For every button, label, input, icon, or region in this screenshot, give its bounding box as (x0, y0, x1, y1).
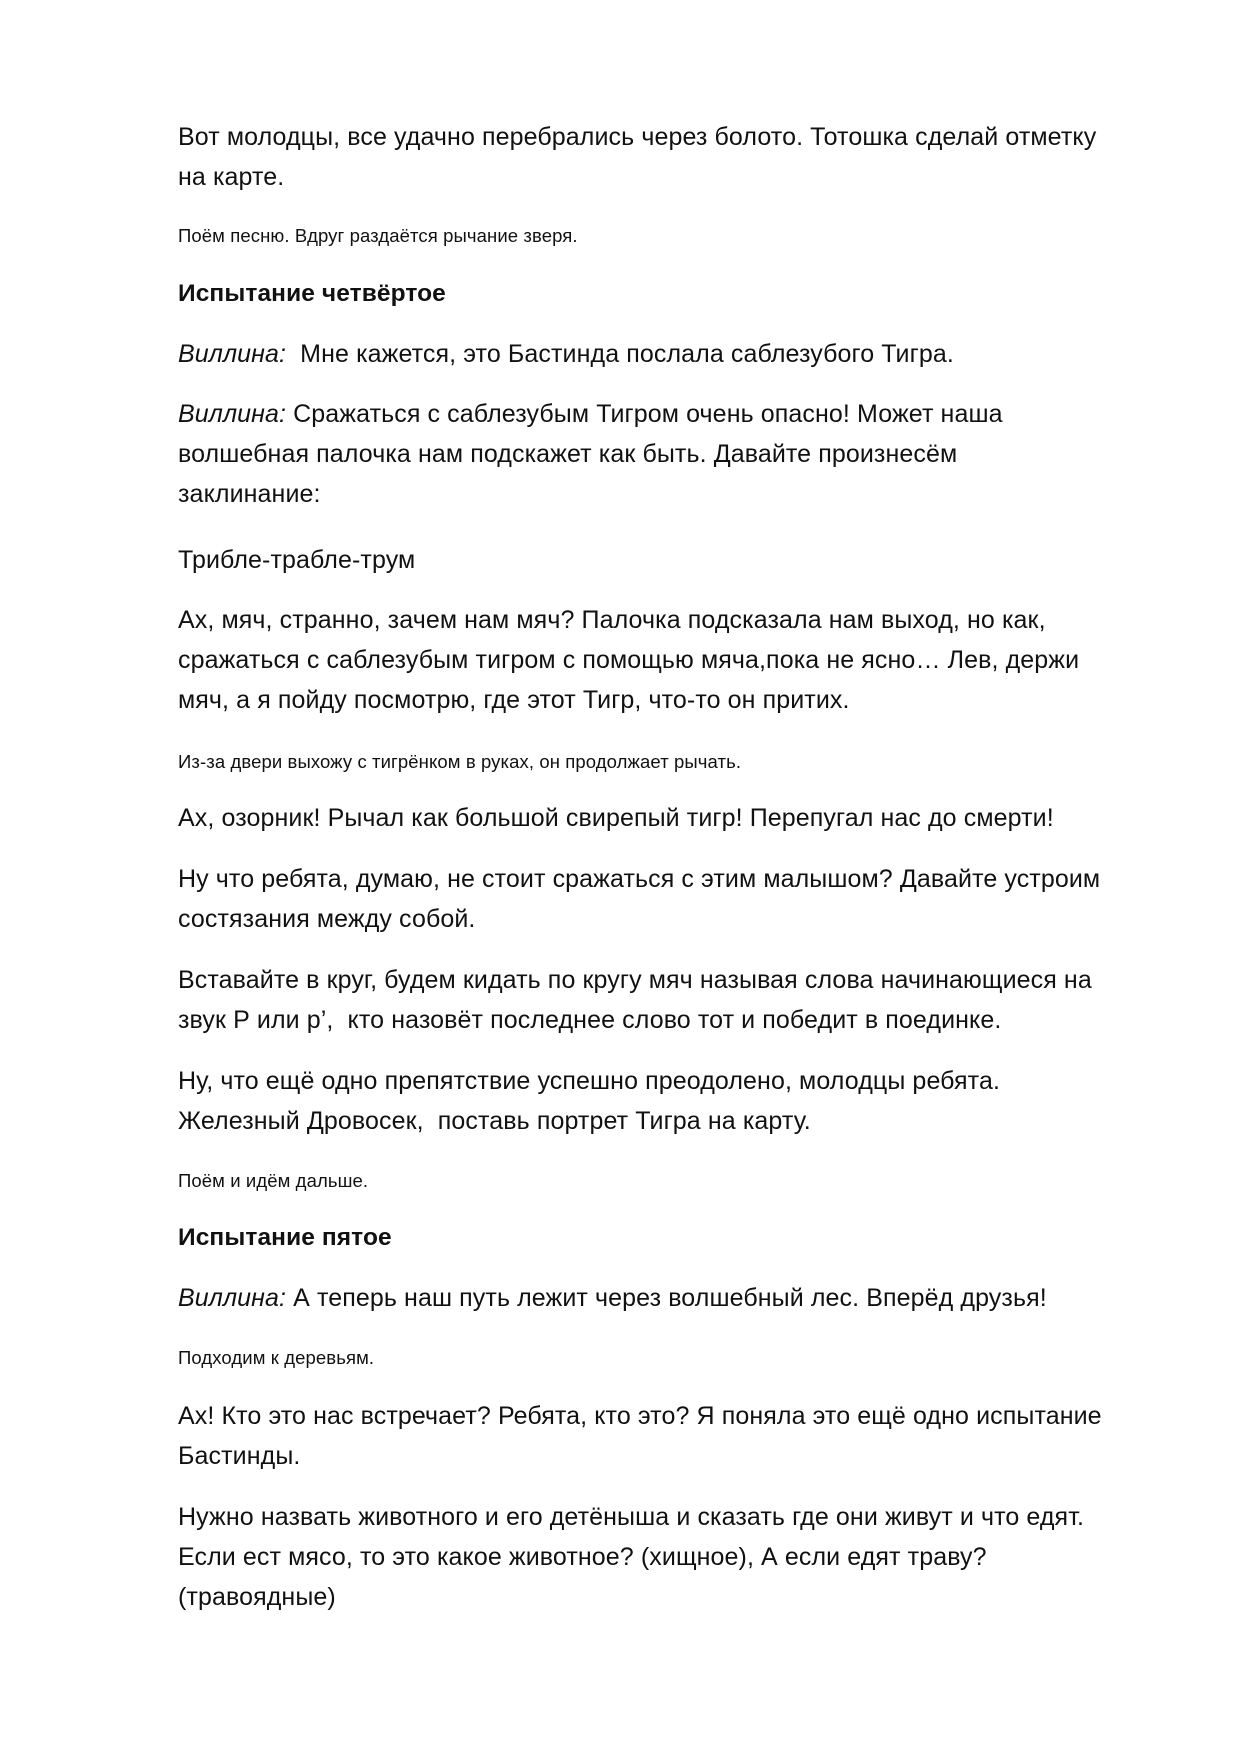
paragraph-line: Если ест мясо, то это какое животное? (хищное), А если едят траву? (178, 1543, 987, 1571)
paragraph-line: состязания между собой. (178, 905, 476, 933)
stage-direction: Поём песню. Вдруг раздаётся рычание зверя. (178, 225, 578, 246)
section-heading: Испытание пятое (178, 1224, 392, 1251)
paragraph-line: Вот молодцы, все удачно перебрались через болото. Тотошка сделай отметку (178, 123, 1097, 151)
paragraph-line: Ах! Кто это нас встречает? Ребята, кто это? Я поняла это ещё одно испытание (178, 1402, 1102, 1430)
paragraph-line: Вставайте в круг, будем кидать по кругу мяч называя слова начинающиеся на (178, 966, 1092, 994)
paragraph-line: сражаться с саблезубым тигром с помощью мяча,пока не ясно… Лев, держи (178, 646, 1080, 674)
dialogue-line (178, 334, 954, 374)
speaker-label: Виллина: (178, 340, 287, 368)
paragraph-line: звук Р или р’, кто назовёт последнее слово тот и победит в поединке. (178, 1006, 1002, 1034)
stage-direction: Из-за двери выхожу с тигрёнком в руках, он продолжает рычать. (178, 751, 742, 772)
paragraph-line: заклинание: (178, 480, 321, 508)
paragraph-line: Бастинды. (178, 1442, 301, 1470)
speaker-label: Виллина: (178, 1284, 287, 1312)
dialogue-line (178, 1278, 1047, 1318)
paragraph-line: Ну, что ещё одно препятствие успешно преодолено, молодцы ребята. (178, 1067, 1000, 1095)
paragraph-line: волшебная палочка нам подскажет как быть. Давайте произнесём (178, 440, 958, 468)
paragraph-line: мяч, а я пойду посмотрю, где этот Тигр, что-то он притих. (178, 686, 850, 714)
dialogue-text: Сражаться с саблезубым Тигром очень опасно! Может наша (286, 400, 1003, 428)
dialogue-text: Мне кажется, это Бастинда послала саблезубого Тигра. (286, 340, 954, 368)
dialogue-line (178, 394, 1003, 434)
stage-direction: Подходим к деревьям. (178, 1347, 375, 1368)
speaker-label: Виллина: (178, 400, 287, 428)
paragraph-line: Ну что ребята, думаю, не стоит сражаться с этим малышом? Давайте устроим (178, 865, 1101, 893)
section-heading: Испытание четвёртое (178, 280, 446, 307)
paragraph-line: на карте. (178, 163, 285, 191)
paragraph-line: Железный Дровосек, поставь портрет Тигра на карту. (178, 1107, 811, 1135)
paragraph-line: Нужно назвать животного и его детёныша и сказать где они живут и что едят. (178, 1503, 1085, 1531)
paragraph-line: (травоядные) (178, 1583, 336, 1611)
spell-line: Трибле-трабле-трум (178, 546, 416, 574)
stage-direction: Поём и идём дальше. (178, 1170, 369, 1191)
paragraph-line: Ах, мяч, странно, зачем нам мяч? Палочка подсказала нам выход, но как, (178, 606, 1046, 634)
dialogue-text: А теперь наш путь лежит через волшебный лес. Вперёд друзья! (286, 1284, 1047, 1312)
paragraph-line: Ах, озорник! Рычал как большой свирепый тигр! Перепугал нас до смерти! (178, 804, 1054, 832)
